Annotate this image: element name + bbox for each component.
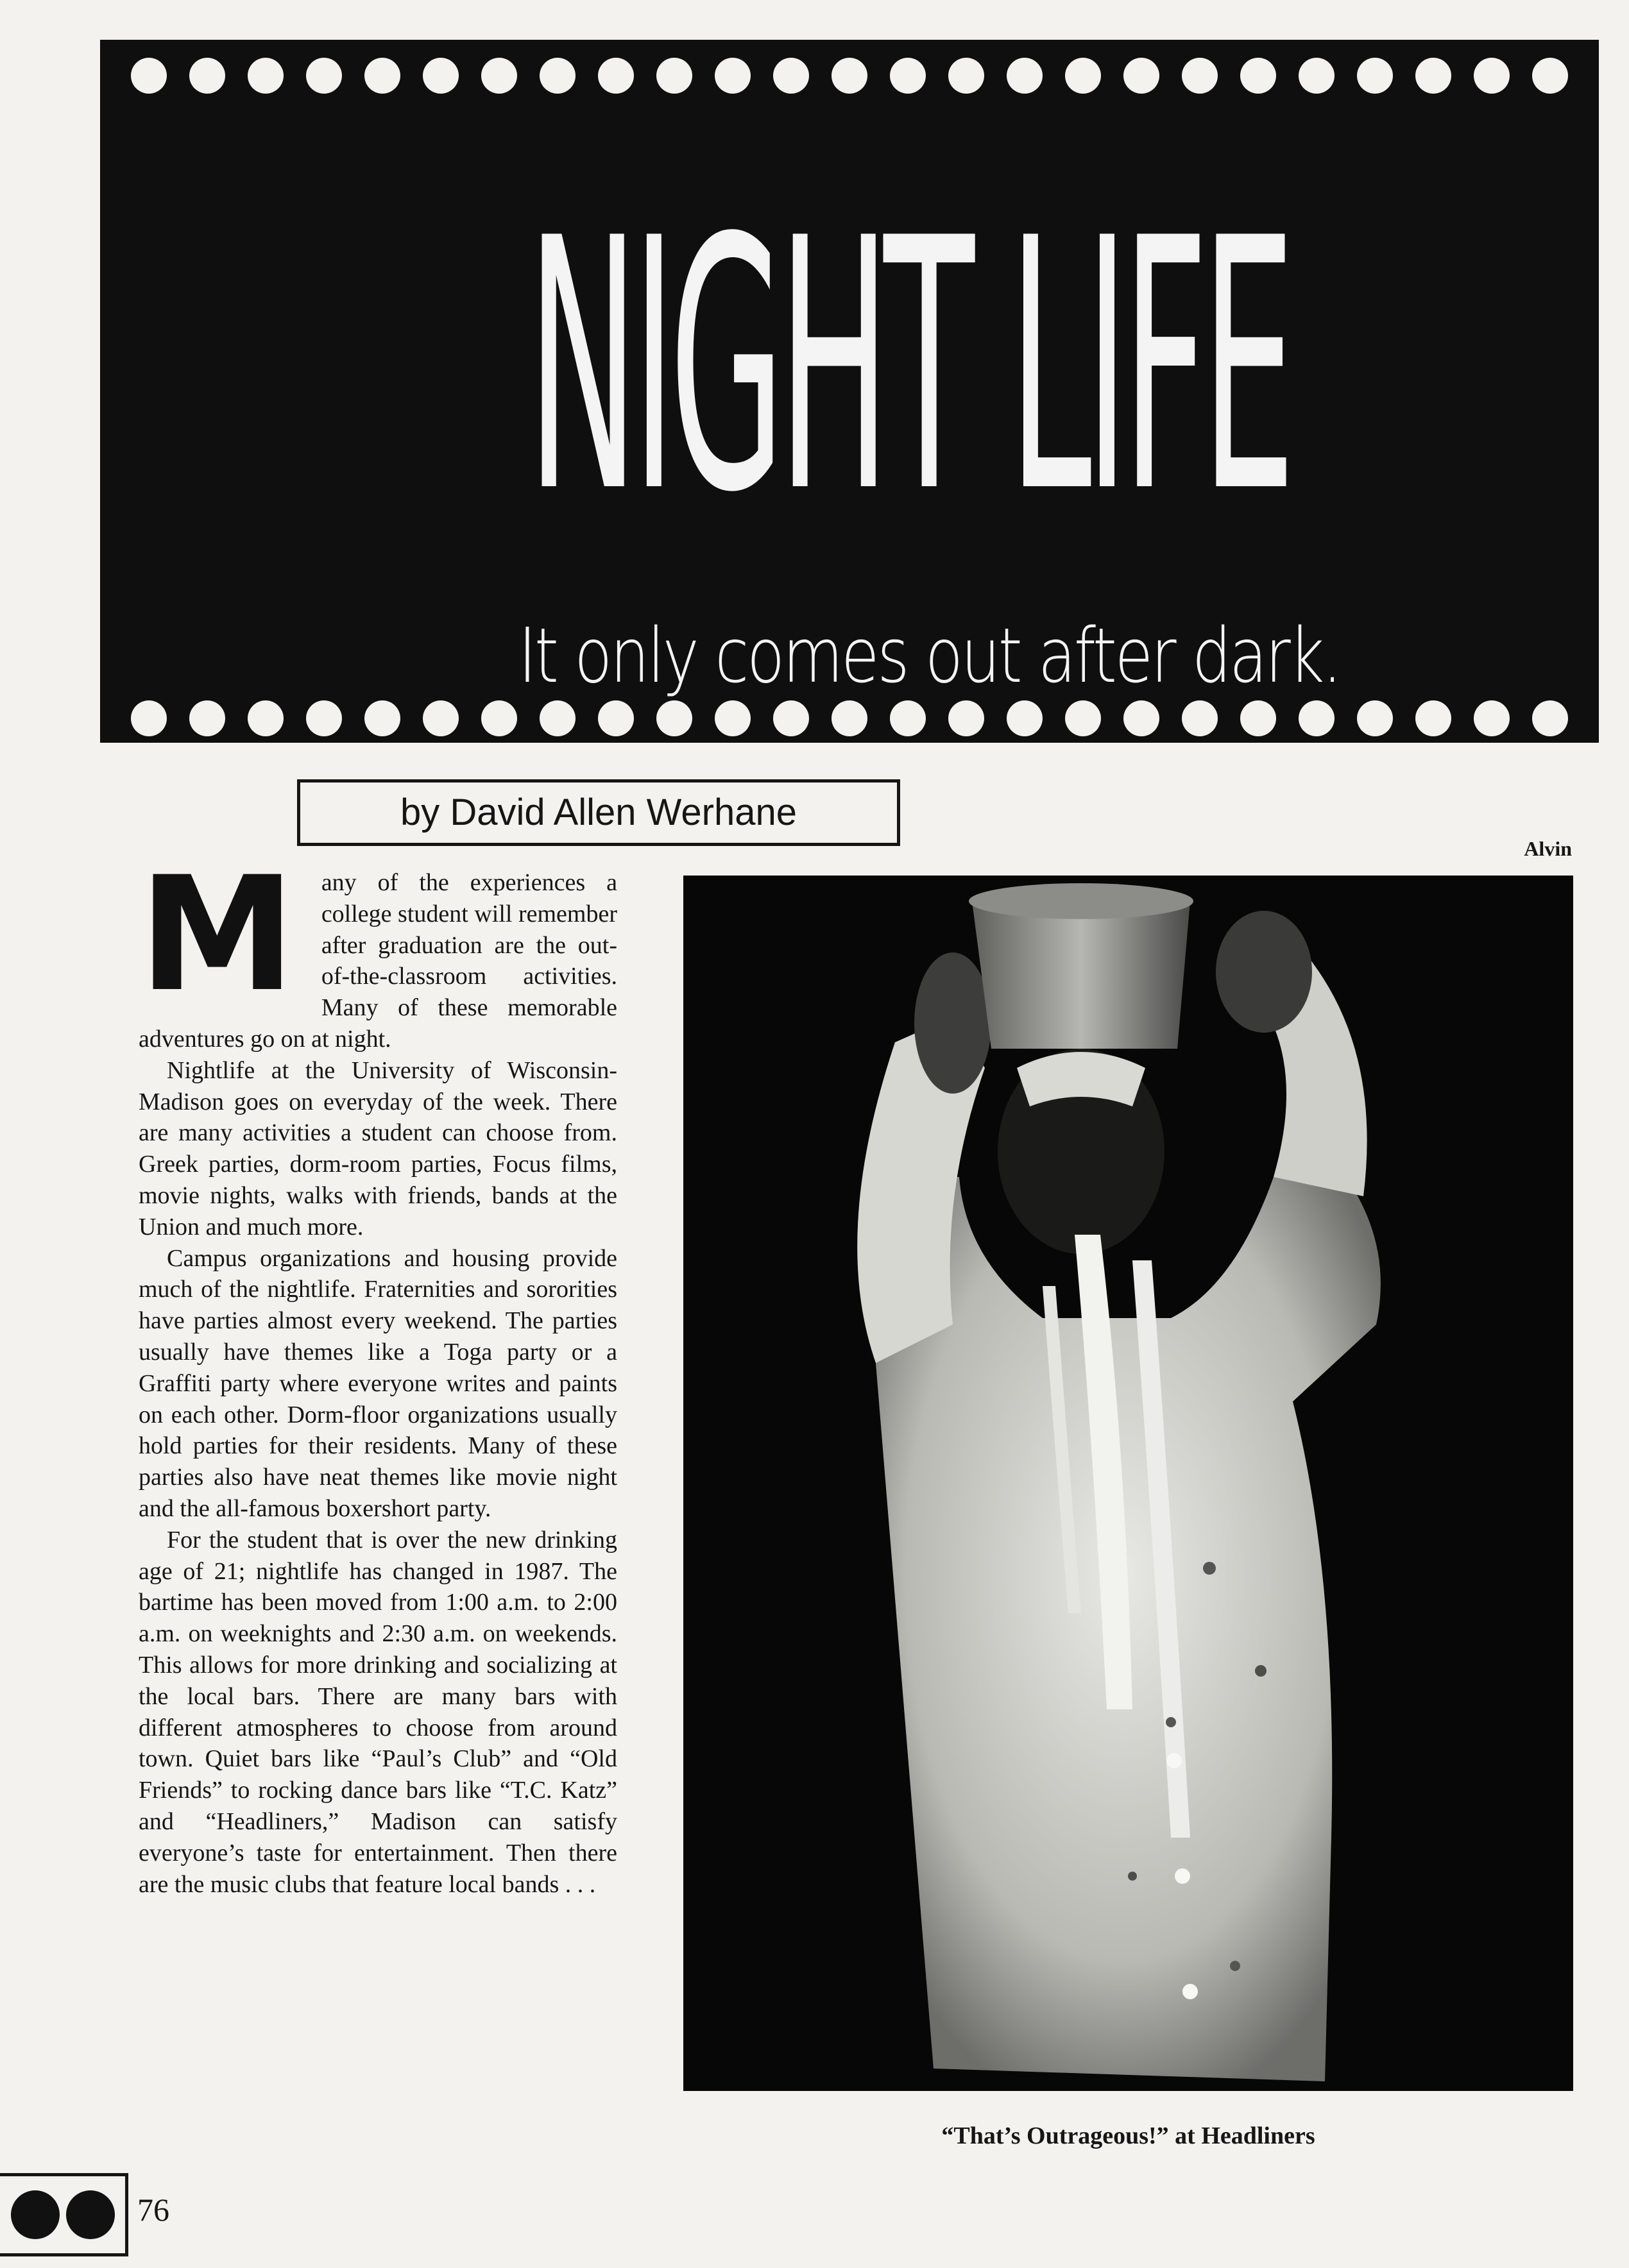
film-hole (306, 58, 342, 94)
folio-ornament (0, 2173, 128, 2256)
page-number: 76 (137, 2192, 169, 2228)
article-paragraph-2: Nightlife at the University of Wisconsin-Madison goes on everyday of the week. There are many activities a student can choose from. Greek parties, dorm-room parties, Focus films, movie nights, walks with friends, bands at the Union and much more. (139, 1056, 617, 1240)
film-hole (131, 700, 167, 736)
film-hole (656, 58, 692, 94)
film-strip-holes-top (100, 58, 1599, 96)
film-hole (1123, 700, 1159, 736)
film-hole (481, 700, 517, 736)
film-hole (598, 58, 634, 94)
film-hole (540, 58, 576, 94)
paragraph-text: any of the experiences a college student will remember after graduation are the out-of-the-classroom activities. Many of these memorable adventures go on at night. (139, 869, 617, 1053)
film-hole (1240, 700, 1276, 736)
film-hole (715, 58, 751, 94)
film-hole (1532, 58, 1568, 94)
photo-person-with-bucket (683, 876, 1573, 2091)
film-hole (1357, 700, 1393, 736)
film-hole (1532, 700, 1568, 736)
film-hole (423, 700, 459, 736)
film-hole (1007, 700, 1043, 736)
photo (683, 876, 1573, 2091)
film-hole (948, 700, 984, 736)
film-hole (1123, 58, 1159, 94)
film-hole (773, 58, 809, 94)
film-hole (1299, 700, 1335, 736)
page-title: NIGHT LIFE (527, 165, 1290, 568)
film-hole (248, 58, 284, 94)
title-banner (100, 40, 1599, 743)
film-hole (948, 58, 984, 94)
film-hole (1065, 700, 1101, 736)
film-hole (1182, 58, 1218, 94)
film-hole (1357, 58, 1393, 94)
film-hole (364, 700, 400, 736)
folio-dot (66, 2190, 115, 2239)
film-hole (1065, 58, 1101, 94)
folio-dot (11, 2190, 60, 2239)
film-hole (656, 700, 692, 736)
article-paragraph-4: For the student that is over the new drinking age of 21; nightlife has changed in 1987. The bartime has been moved from 1:00 a.m. to 2:00 a.m. on weeknights and 2:30 a.m. on weekends. This allows for more drinking and socializing at the local bars. There are many bars with different atmospheres to choose from around town. Quiet bars like “Paul’s Club” and “Old Friends” to rocking dance bars like “T.C. Katz” and “Headliners,” Madison can satisfy everyone’s taste for entertainment. Then there are the music clubs that feature local bands . . . (139, 1526, 617, 1898)
photo-credit: Alvin (1524, 837, 1572, 860)
film-hole (890, 700, 926, 736)
film-hole (1415, 700, 1451, 736)
page-subtitle: It only comes out after dark. (518, 611, 1340, 700)
film-hole (832, 700, 867, 736)
film-hole (248, 700, 284, 736)
film-strip-holes-bottom (100, 700, 1599, 739)
film-hole (1474, 58, 1510, 94)
film-hole (423, 58, 459, 94)
film-hole (189, 700, 225, 736)
film-hole (1240, 58, 1276, 94)
film-hole (189, 58, 225, 94)
film-hole (832, 58, 867, 94)
film-hole (364, 58, 400, 94)
film-hole (598, 700, 634, 736)
film-hole (306, 700, 342, 736)
film-hole (131, 58, 167, 94)
film-hole (773, 700, 809, 736)
film-hole (890, 58, 926, 94)
film-hole (1415, 58, 1451, 94)
film-hole (1474, 700, 1510, 736)
drop-cap: M (139, 843, 296, 1027)
film-hole (1182, 700, 1218, 736)
film-hole (481, 58, 517, 94)
article-body (139, 843, 617, 2073)
photo-caption: “That’s Outrageous!” at Headliners (941, 2122, 1315, 2149)
article-paragraph-3: Campus organizations and housing provide much of the nightlife. Fraternities and sororities have parties almost every weekend. The parties usually have themes like a Toga party or a Graffiti party where everyone writes and paints on each other. Dorm-floor organizations usually hold parties for their residents. Many of these parties also have neat themes like movie night and the all-famous boxershort party. (139, 1244, 617, 1522)
film-hole (1299, 58, 1335, 94)
byline: by David Allen Werhane (297, 779, 900, 846)
article-paragraph-1 (139, 843, 617, 1055)
film-hole (715, 700, 751, 736)
film-hole (1007, 58, 1043, 94)
film-hole (540, 700, 576, 736)
